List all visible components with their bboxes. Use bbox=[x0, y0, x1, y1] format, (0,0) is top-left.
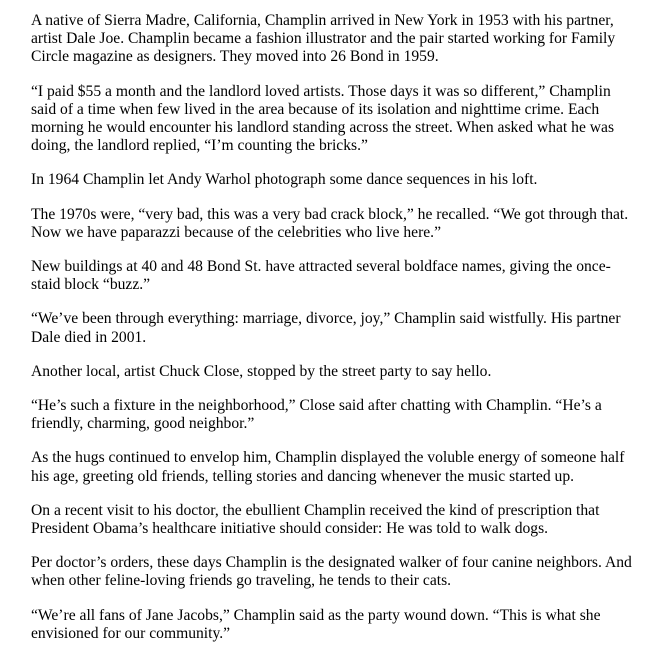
paragraph-4: The 1970s were, “very bad, this was a very bad crack block,” he recalled. “We got through that. Now we have paparazzi because of the celebrities who live here.” bbox=[31, 205, 629, 241]
paragraph-11: Per doctor’s orders, these days Champlin is the designated walker of four canine neighbors. And when other feline-loving friends go traveling, he tends to their cats. bbox=[31, 554, 632, 590]
paragraph-5: New buildings at 40 and 48 Bond St. have attracted several boldface names, giving the once-staid block “buzz.” bbox=[31, 258, 611, 294]
article-body bbox=[31, 12, 637, 643]
paragraph-8: “He’s such a fixture in the neighborhood,” Close said after chatting with Champlin. “He’s a friendly, charming, good neighbor.” bbox=[31, 397, 602, 433]
paragraph-12: “We’re all fans of Jane Jacobs,” Champlin said as the party wound down. “This is what she envisioned for our community.” bbox=[31, 606, 601, 642]
paragraph-3: In 1964 Champlin let Andy Warhol photograph some dance sequences in his loft. bbox=[31, 171, 538, 189]
paragraph-1: A native of Sierra Madre, California, Champlin arrived in New York in 1953 with his partner, artist Dale Joe. Champlin became a fashion illustrator and the pair started working for Family Circle magazine as designers. They moved into 26 Bond in 1959. bbox=[31, 12, 616, 66]
paragraph-2: “I paid $55 a month and the landlord loved artists. Those days it was so different,” Champlin said of a time when few lived in the area because of its isolation and nighttime crime. Each morning he would encounter his landlord standing across the street. When asked what he was doing, the landlord replied, “I’m counting the bricks.” bbox=[31, 82, 615, 155]
paragraph-10: On a recent visit to his doctor, the ebullient Champlin received the kind of prescription that President Obama’s healthcare initiative should consider: He was told to walk dogs. bbox=[31, 501, 600, 538]
paragraph-9: As the hugs continued to envelop him, Champlin displayed the voluble energy of someone half his age, greeting old friends, telling stories and dancing whenever the music started up. bbox=[31, 449, 625, 485]
paragraph-7: Another local, artist Chuck Close, stopped by the street party to say hello. bbox=[31, 362, 492, 380]
paragraph-6: “We’ve been through everything: marriage, divorce, joy,” Champlin said wistfully. His partner Dale died in 2001. bbox=[31, 310, 621, 346]
